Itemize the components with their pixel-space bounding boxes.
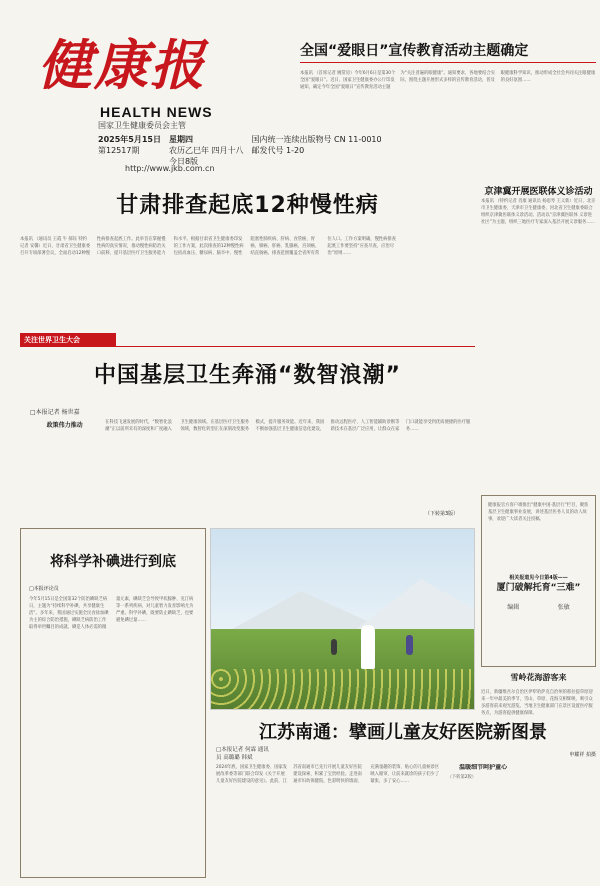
iodine-editorial-box [20, 528, 206, 878]
right-column-article [481, 186, 596, 448]
editor-name: 张敏 [557, 604, 570, 611]
lunar-date: 农历乙巳年 四月十八 [168, 146, 244, 155]
iodine-byline: □本报评论员 [29, 586, 59, 592]
english-name: HEALTH NEWS [100, 104, 213, 120]
photo-caption-box [481, 672, 596, 758]
right-column-body: 本报讯 （特约记者 肖康 通讯员 杨思琴 王义新）近日，北京市卫生健康委、天津市卫生健康委、河北省卫生健康委联合组织京津冀医联体义诊活动。活动以“京津冀医联体 义诊进社区”为主题，组织三地医疗专家深入基层开展义诊服务…… [481, 199, 596, 225]
iodine-body: 今年5月15日是全国第32个防治碘缺乏病日，主题为“持续科学补碘，共享健康生活”。多年来，我国通过实施全民食盐加碘为主的综合防治措施，碘缺乏病防治工作取得举世瞩目的成就。碘是人体必需的微量元素，碘缺乏会导致甲状腺肿、克汀病等一系列疾病，对儿童智力发育影响尤为严重。科学补碘，既要防止碘缺乏，也要避免碘过量…… [29, 597, 194, 630]
nantong-body-text: 2024年底，国家卫生健康委、国家发展改革委等部门联合印发《关于开展儿童友好医院建设的意见》。此前，江苏省南通市已先行开展儿童友好医院建设探索，积累了宝贵经验。走进南通市妇幼保健院，色彩明快的墙面、充满童趣的装饰、贴心的儿童候诊区映入眼帘，让前来就诊的孩子们少了紧张，多了安心…… [216, 765, 440, 784]
photo-caption-title: 雪岭花海游客来 [510, 673, 567, 682]
nantong-subhead: 温暖细节呵护童心 [459, 764, 508, 771]
website-link[interactable]: http://www.jkb.com.cn [125, 164, 215, 173]
newspaper-logo: 健康报 [38, 33, 206, 97]
photo-author: 申耀祥 拍摄 [569, 752, 596, 758]
page-count: 今日8版 [168, 157, 199, 166]
digital-body-text: 在科技飞速发展的时代，“数智化浪潮”正以前所未有的深度和广度融入卫生健康领域。在基层医疗卫生服务领域，数智化转型正在深刻改变服务模式，提升服务效能。近年来，我国不断加强基层卫生健康信息化建设，推动远程医疗、人工智能辅助诊断等新技术在基层广泛应用，让群众在家门口就能享受到优质便捷的医疗服务…… [105, 420, 471, 432]
nantong-headline[interactable]: 江苏南通：擘画儿童友好医院新图景 [259, 722, 547, 743]
weekday: 星期四 [168, 135, 193, 144]
divider [116, 346, 475, 347]
digital-article-body [30, 419, 475, 517]
promo-meta: 相关报道见今日第4版—— [509, 575, 568, 581]
editor-label: 编辑 [507, 604, 520, 611]
digital-headline[interactable]: 中国基层卫生奔涌“数智浪潮” [94, 363, 401, 388]
digital-subhead: 政策伟力推动 [46, 422, 83, 429]
digital-reporter: □本报记者 杨世嘉 [30, 409, 80, 416]
top-news-title[interactable]: 全国“爱眼日”宣传教育活动主题确定 [300, 43, 529, 59]
promo-headline[interactable]: 厦门破解托育“三难” [496, 583, 581, 593]
nantong-byline: □本报记者 何霖 通讯员 高璐璐 韩斌 [216, 747, 269, 761]
photo-caption-body: 近日，新疆维吾尔自治区伊犁哈萨克自治州的那拉提草原迎来一年中最美的季节，雪山、草原、花海交相辉映，吸引众多游客前来观光游览。当地卫生健康部门在景区设置医疗服务点，为游客提供健康保障。 [481, 690, 593, 716]
editor-credit [488, 602, 589, 611]
supervising-org: 国家卫生健康委员会主管 [98, 121, 186, 130]
section-banner: 关注世界卫生大会 [20, 333, 116, 347]
cn-number: 国内统一连续出版物号 CN 11-0010 [251, 135, 382, 144]
grassland-photo [210, 528, 475, 710]
nantong-continue[interactable]: （下转第2版） [447, 775, 477, 780]
digital-continue[interactable]: （下转第3版） [425, 511, 459, 517]
divider [300, 62, 596, 63]
masthead [0, 0, 600, 182]
issue-date: 2025年5月15日 [98, 135, 161, 144]
iodine-headline[interactable]: 将科学补碘进行到底 [50, 554, 176, 570]
right-column-title[interactable]: 京津冀开展医联体义诊活动 [484, 187, 593, 197]
issue-number: 第12517期 [98, 146, 140, 155]
nantong-article-body [216, 764, 596, 882]
promo-box [481, 495, 596, 667]
gansu-headline[interactable]: 甘肃排查起底12种慢性病 [116, 193, 379, 218]
postal-code: 邮发代号 1-20 [251, 146, 305, 155]
top-news-body: 本报讯 （首席记者 姚常房）今年6月6日是第30个全国“爱眼日”。近日，国家卫生健康委办公厅印发通知，确定今年全国“爱眼日”宣传教育活动主题为“关注普遍的眼健康”。通知要求，各地要结合实际，围绕主题开展形式多样的宣传教育活动，普及眼健康科学知识，推动形成全社会共同关注眼健康的良好氛围…… [300, 71, 596, 90]
gansu-article-body: 本报讯 （通讯员 王霞 牛 郝钰 特约记者 安馨）近日，甘肃省卫生健康委召开专项部署会议，全面启动12种慢性病排查起底工作。此举旨在掌握慢性病的真实情况，推动慢性病防治关口前移，提升基层医疗卫生服务能力和水平。根据甘肃省卫生健康委印发的工作方案，此次排查的12种慢性病包括高血压、糖尿病、脑卒中、慢性阻塞性肺疾病、肝病、食管癌、胃癌、肺癌、肝癌、乳腺癌、宫颈癌、结直肠癌。排查范围覆盖全省所有常住人口。工作方案明确，慢性病排查起底工作要坚持“应查尽查、应治尽治”原则…… [20, 237, 397, 256]
promo-text: 健康报官方客户端推出“健康中国·基层行”栏目，聚焦基层卫生健康事业发展，讲述基层医务人员的动人故事，欢迎广大读者关注投稿。 [488, 503, 589, 522]
